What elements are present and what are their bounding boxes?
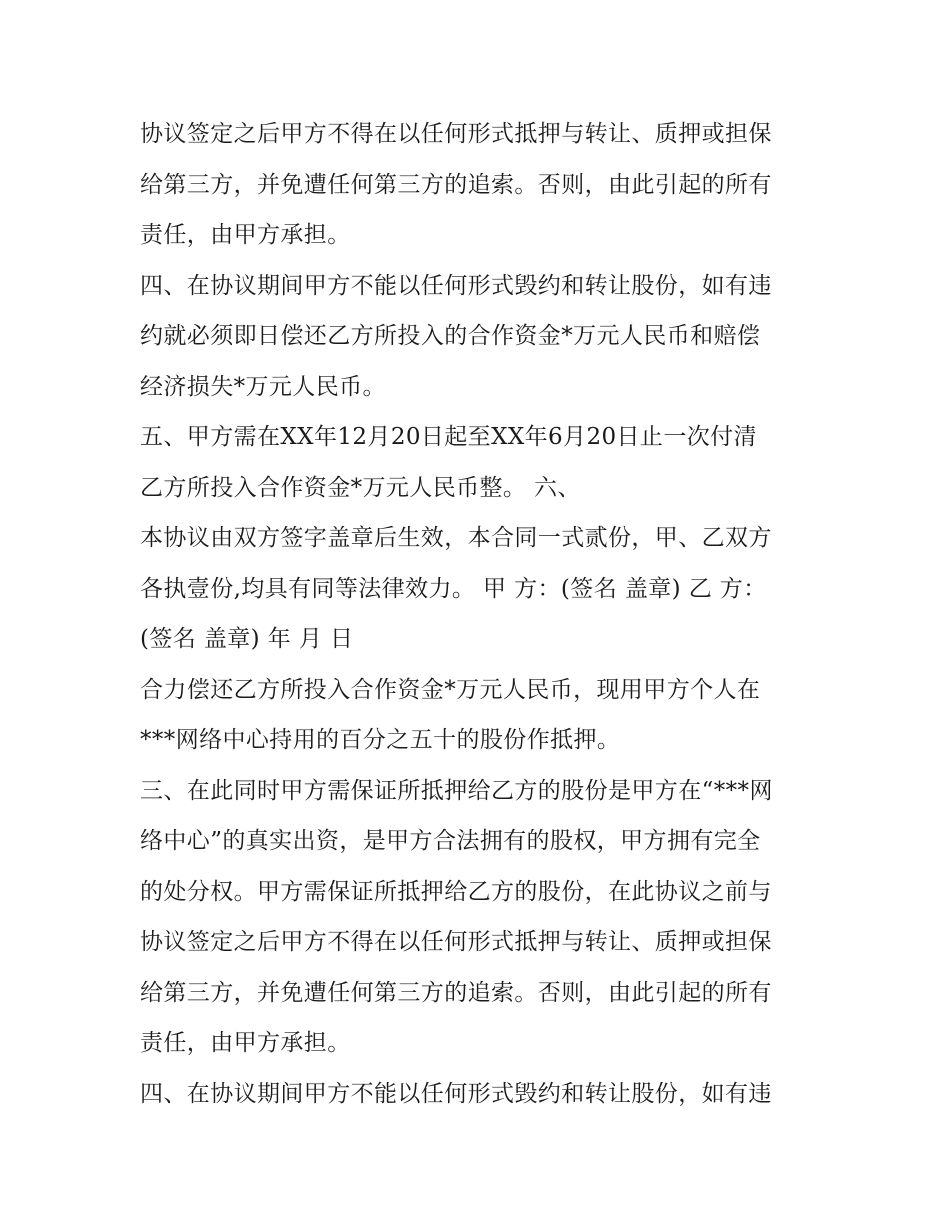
text-line: 经济损失*万元人民币。	[140, 373, 386, 400]
text-line: 给第三方，并免遭任何第三方的追索。否则，由此引起的所有	[140, 171, 772, 198]
text-line: 乙方所投入合作资金*万元人民币整。 六、	[140, 474, 581, 501]
text-line: 各执壹份,均具有同等法律效力。 甲 方：(签名 盖章) 乙 方：	[140, 575, 767, 602]
text-line: ***网络中心持用的百分之五十的股份作抵押。	[140, 727, 621, 753]
text-line: 责任，由甲方承担。	[140, 1030, 351, 1056]
text-line: 四、在协议期间甲方不能以任何形式毁约和转让股份，如有违	[140, 272, 772, 299]
text-line: 责任，由甲方承担。	[140, 222, 351, 248]
text-line: 五、甲方需在XX年12月20日起至XX年6月20日止一次付清	[140, 424, 757, 450]
text-line: 合力偿还乙方所投入合作资金*万元人民币，现用甲方个人在	[140, 676, 761, 703]
text-line: 协议签定之后甲方不得在以任何形式抵押与转让、质押或担保	[140, 929, 772, 955]
text-line: 本协议由双方签字盖章后生效，本合同一式贰份，甲、乙双方	[140, 525, 772, 551]
text-line: 给第三方，并免遭任何第三方的追索。否则，由此引起的所有	[140, 979, 772, 1006]
text-line: (签名 盖章) 年 月 日	[140, 626, 354, 652]
text-line: 四、在协议期间甲方不能以任何形式毁约和转让股份，如有违	[140, 1080, 772, 1107]
text-line: 的处分权。甲方需保证所抵押给乙方的股份，在此协议之前与	[140, 878, 772, 905]
text-line: 约就必须即日偿还乙方所投入的合作资金*万元人民币和赔偿	[140, 323, 761, 349]
text-line: 协议签定之后甲方不得在以任何形式抵押与转让、质押或担保	[140, 121, 772, 147]
text-line: 三、在此同时甲方需保证所抵押给乙方的股份是甲方在“***网	[140, 777, 773, 804]
document-body	[140, 109, 820, 1119]
text-line: 络中心”的真实出资，是甲方合法拥有的股权，甲方拥有完全	[140, 828, 761, 854]
